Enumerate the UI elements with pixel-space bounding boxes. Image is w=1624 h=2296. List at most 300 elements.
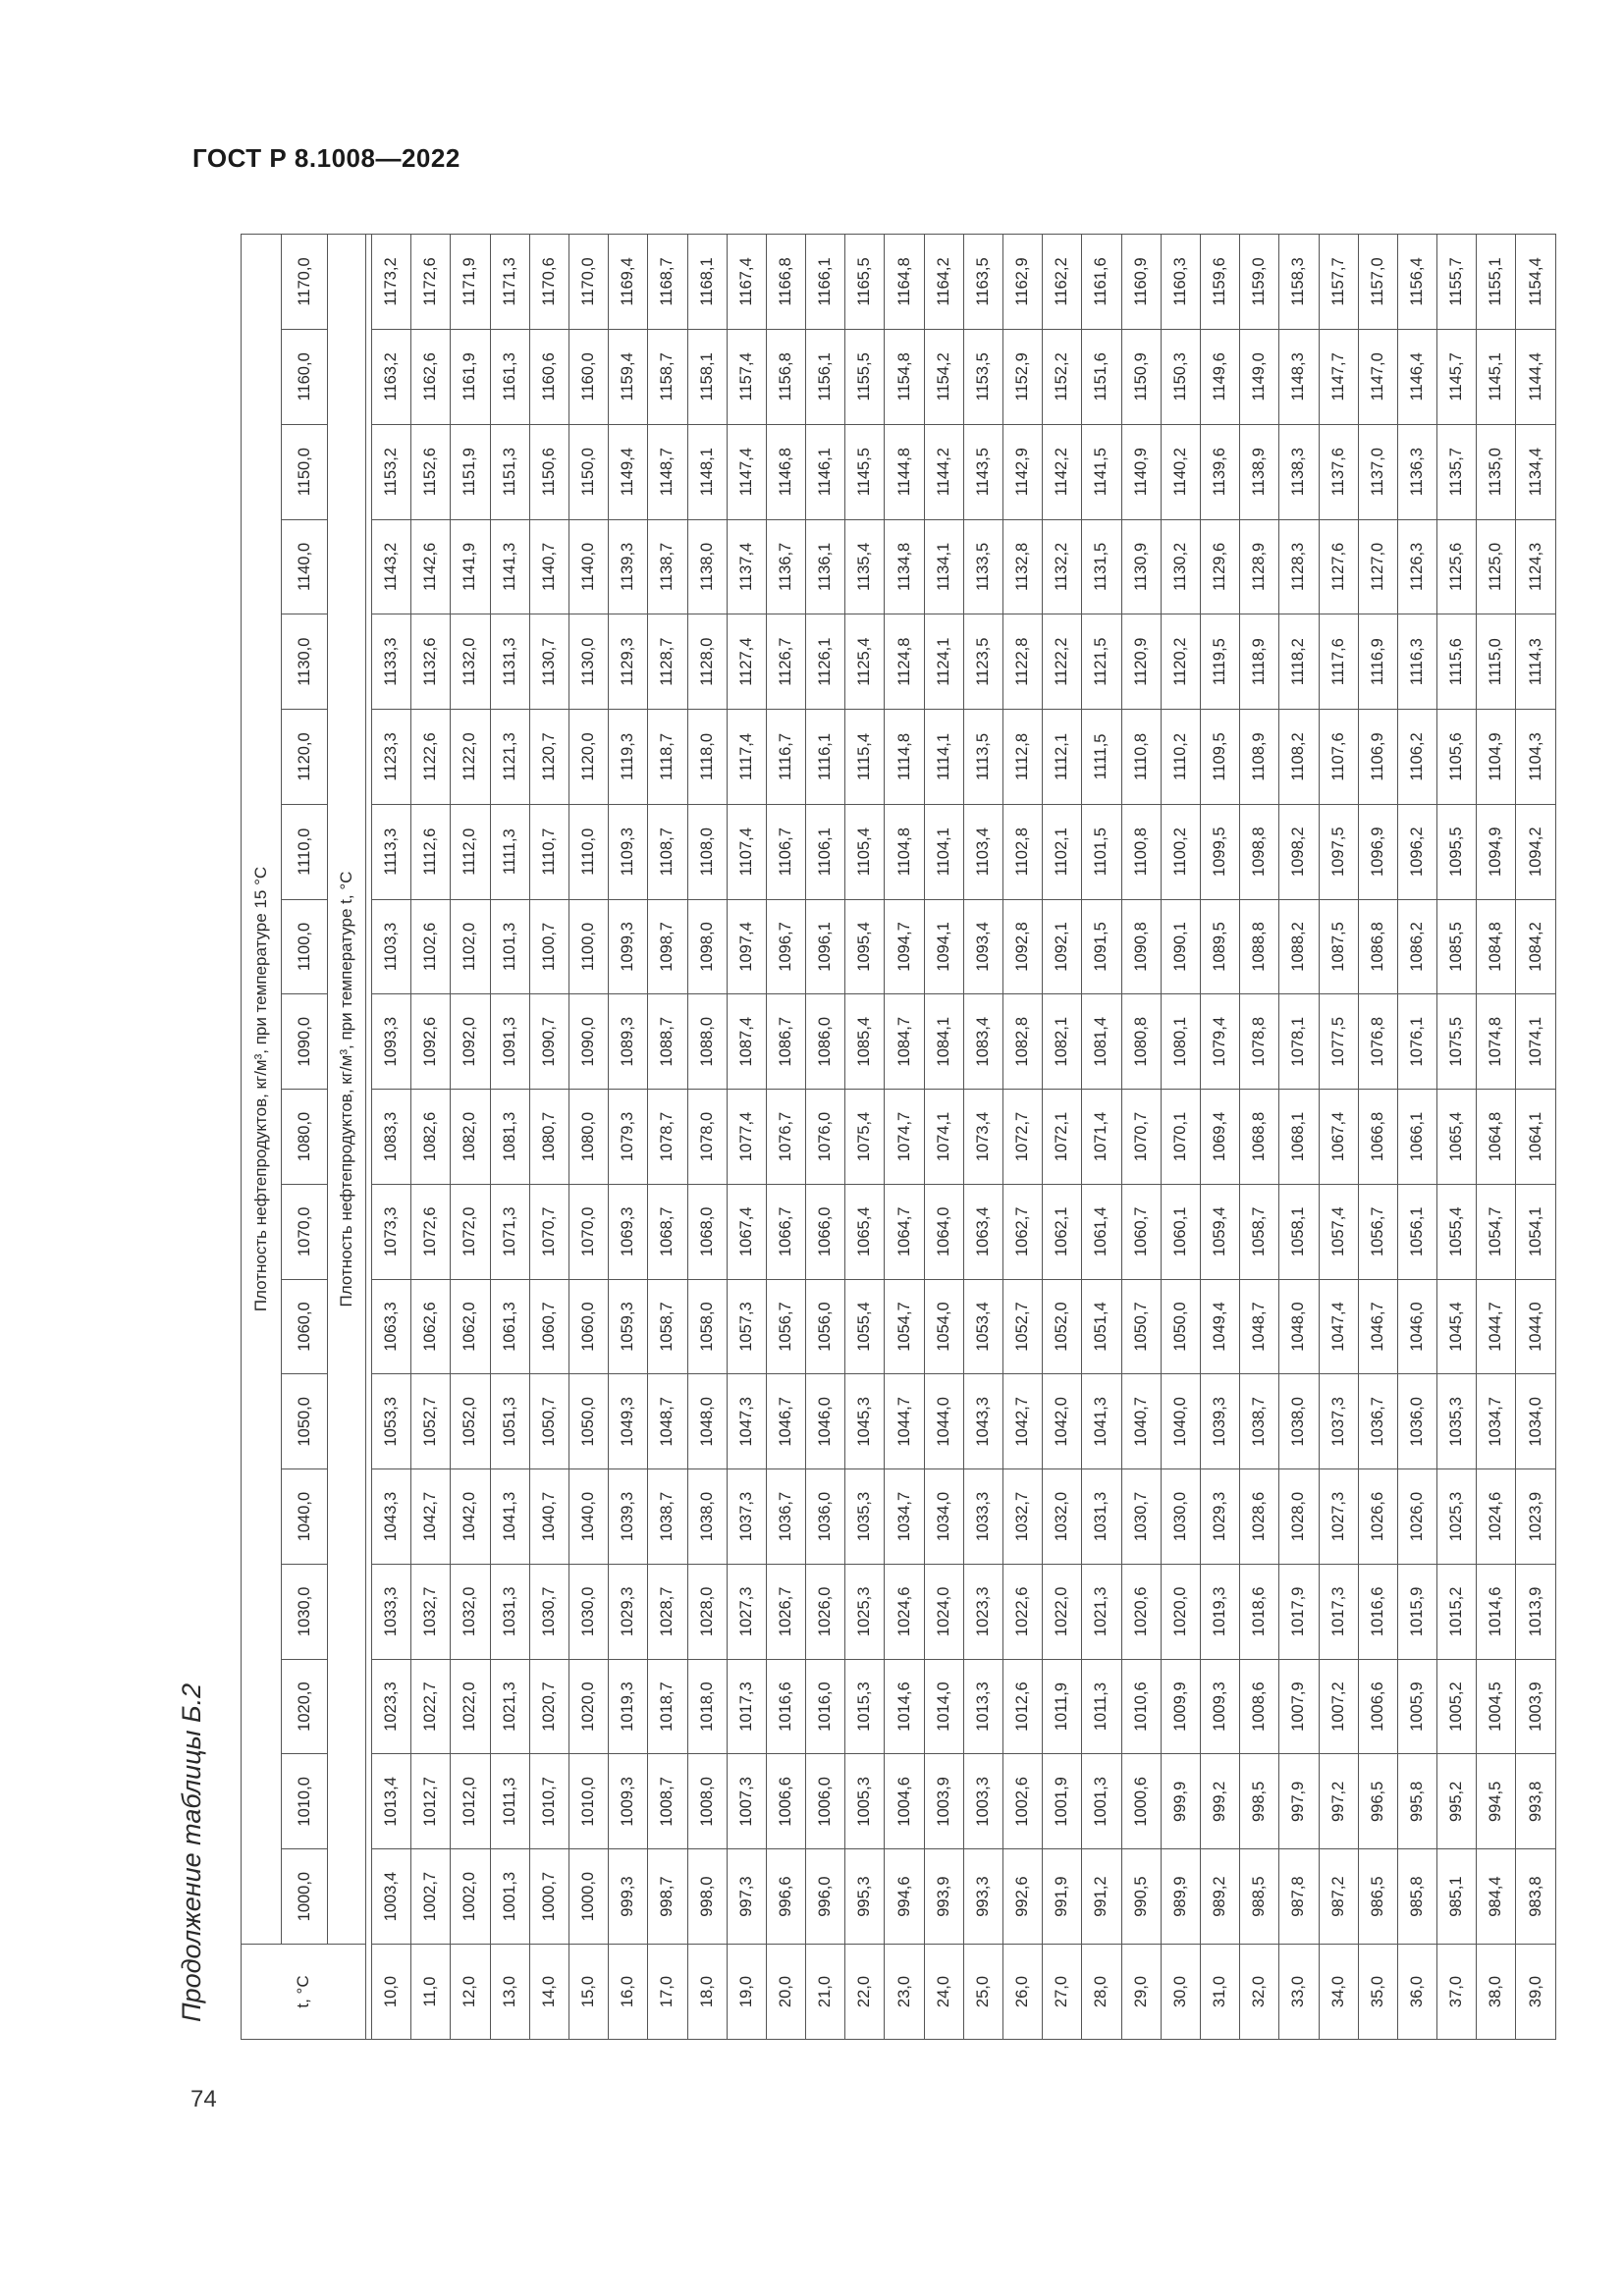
density-cell: 1029,3: [609, 1564, 648, 1659]
density-cell: 997,3: [727, 1849, 766, 1945]
density-cell: 1165,5: [845, 235, 885, 330]
density-cell: 1148,3: [1279, 329, 1319, 424]
column-header: 1110,0: [282, 804, 328, 899]
page-number: 74: [190, 2086, 217, 2112]
density-cell: 1009,3: [609, 1754, 648, 1849]
density-cell: 1046,7: [1358, 1279, 1397, 1374]
density-cell: 1094,1: [924, 899, 963, 994]
density-cell: 1148,1: [687, 424, 727, 519]
density-cell: 1037,3: [1319, 1374, 1358, 1469]
density-cell: 1050,7: [529, 1374, 568, 1469]
column-header: 1140,0: [282, 519, 328, 614]
density-cell: 1128,3: [1279, 519, 1319, 614]
density-cell: 1133,5: [963, 519, 1002, 614]
density-cell: 1164,8: [885, 235, 924, 330]
density-cell: 1067,4: [727, 1184, 766, 1279]
density-cell: 1064,8: [1477, 1090, 1516, 1185]
density-cell: 1160,6: [529, 329, 568, 424]
density-cell: 1110,7: [529, 804, 568, 899]
density-cell: 1048,0: [1279, 1279, 1319, 1374]
temperature-cell: 27,0: [1043, 1945, 1082, 2040]
density-cell: 998,5: [1240, 1754, 1279, 1849]
density-cell: 1064,7: [885, 1184, 924, 1279]
density-cell: 1139,6: [1200, 424, 1239, 519]
column-header: 1160,0: [282, 329, 328, 424]
density-cell: 1028,0: [1279, 1469, 1319, 1565]
density-cell: 1027,3: [1319, 1469, 1358, 1565]
density-cell: 1135,4: [845, 519, 885, 614]
table-row: [727, 235, 766, 2040]
density-cell: 1173,2: [372, 235, 411, 330]
density-cell: 1071,3: [490, 1184, 529, 1279]
density-cell: 1023,9: [1516, 1469, 1555, 1565]
density-cell: 1048,0: [687, 1374, 727, 1469]
density-cell: 1123,5: [963, 614, 1002, 710]
density-cell: 1025,3: [845, 1564, 885, 1659]
column-header: 1070,0: [282, 1184, 328, 1279]
density-cell: 1028,6: [1240, 1469, 1279, 1565]
density-cell: 1134,8: [885, 519, 924, 614]
density-cell: 1049,4: [1200, 1279, 1239, 1374]
density-cell: 1117,4: [727, 710, 766, 805]
density-cell: 1062,1: [1043, 1184, 1082, 1279]
density-cell: 1016,6: [1358, 1564, 1397, 1659]
density-cell: 985,8: [1397, 1849, 1436, 1945]
density-cell: 1140,9: [1121, 424, 1161, 519]
density-cell: 1144,2: [924, 424, 963, 519]
density-table: [241, 234, 1556, 2040]
density-cell: 1168,1: [687, 235, 727, 330]
density-cell: 1141,3: [490, 519, 529, 614]
density-cell: 1074,1: [1516, 994, 1555, 1090]
density-cell: 1030,7: [529, 1564, 568, 1659]
density-cell: 1125,4: [845, 614, 885, 710]
density-cell: 1113,3: [372, 804, 411, 899]
density-cell: 996,5: [1358, 1754, 1397, 1849]
density-cell: 1116,9: [1358, 614, 1397, 710]
density-cell: 1066,1: [1397, 1090, 1436, 1185]
density-cell: 1170,0: [568, 235, 608, 330]
density-cell: 1011,9: [1043, 1659, 1082, 1754]
density-cell: 1092,8: [1003, 899, 1043, 994]
density-cell: 1155,5: [845, 329, 885, 424]
density-cell: 1099,3: [609, 899, 648, 994]
density-cell: 1042,0: [451, 1469, 490, 1565]
density-cell: 1136,1: [806, 519, 845, 614]
document-header: ГОСТ Р 8.1008—2022: [192, 143, 460, 173]
density-cell: 1088,8: [1240, 899, 1279, 994]
density-cell: 1146,8: [766, 424, 805, 519]
density-cell: 1090,1: [1161, 899, 1200, 994]
density-cell: 1010,7: [529, 1754, 568, 1849]
density-cell: 1060,7: [1121, 1184, 1161, 1279]
density-cell: 1093,3: [372, 994, 411, 1090]
density-cell: 1085,4: [845, 994, 885, 1090]
density-cell: 1110,0: [568, 804, 608, 899]
density-cell: 1034,7: [885, 1469, 924, 1565]
column-header: 1020,0: [282, 1659, 328, 1754]
density-cell: 1090,8: [1121, 899, 1161, 994]
density-cell: 1045,3: [845, 1374, 885, 1469]
density-cell: 1130,2: [1161, 519, 1200, 614]
density-cell: 987,8: [1279, 1849, 1319, 1945]
density-cell: 994,6: [885, 1849, 924, 1945]
density-cell: 1026,6: [1358, 1469, 1397, 1565]
density-cell: 1092,0: [451, 994, 490, 1090]
density-cell: 1102,8: [1003, 804, 1043, 899]
density-cell: 1110,8: [1121, 710, 1161, 805]
density-cell: 1130,0: [568, 614, 608, 710]
density-cell: 1140,7: [529, 519, 568, 614]
density-cell: 1054,7: [885, 1279, 924, 1374]
density-cell: 1147,7: [1319, 329, 1358, 424]
density-cell: 1054,0: [924, 1279, 963, 1374]
density-cell: 1017,3: [1319, 1564, 1358, 1659]
density-cell: 1103,3: [372, 899, 411, 994]
density-cell: 1100,2: [1161, 804, 1200, 899]
density-cell: 1122,0: [451, 710, 490, 805]
density-cell: 998,0: [687, 1849, 727, 1945]
density-cell: 1018,7: [648, 1659, 687, 1754]
column-header: 1150,0: [282, 424, 328, 519]
density-cell: 1022,0: [1043, 1564, 1082, 1659]
density-cell: 1144,8: [885, 424, 924, 519]
density-cell: 1051,4: [1082, 1279, 1121, 1374]
density-cell: 1035,3: [1437, 1374, 1477, 1469]
temperature-cell: 31,0: [1200, 1945, 1239, 2040]
density-cell: 1119,3: [609, 710, 648, 805]
density-cell: 1164,2: [924, 235, 963, 330]
density-cell: 1052,0: [451, 1374, 490, 1469]
density-cell: 1002,0: [451, 1849, 490, 1945]
temperature-cell: 23,0: [885, 1945, 924, 2040]
temperature-cell: 12,0: [451, 1945, 490, 2040]
density-cell: 1020,0: [568, 1659, 608, 1754]
density-cell: 1036,0: [806, 1469, 845, 1565]
density-cell: 1017,9: [1279, 1564, 1319, 1659]
density-cell: 1120,9: [1121, 614, 1161, 710]
density-cell: 1102,1: [1043, 804, 1082, 899]
density-cell: 1104,3: [1516, 710, 1555, 805]
density-cell: 1012,6: [1003, 1659, 1043, 1754]
density-cell: 1152,9: [1003, 329, 1043, 424]
density-cell: 1087,5: [1319, 899, 1358, 994]
density-cell: 993,3: [963, 1849, 1002, 1945]
density-cell: 1072,7: [1003, 1090, 1043, 1185]
density-cell: 1068,8: [1240, 1090, 1279, 1185]
density-cell: 1067,4: [1319, 1090, 1358, 1185]
density-cell: 1143,5: [963, 424, 1002, 519]
density-cell: 1038,7: [648, 1469, 687, 1565]
density-cell: 1157,0: [1358, 235, 1397, 330]
density-cell: 1124,1: [924, 614, 963, 710]
density-cell: 1130,9: [1121, 519, 1161, 614]
density-cell: 1115,0: [1477, 614, 1516, 710]
density-cell: 1115,6: [1437, 614, 1477, 710]
density-cell: 1028,0: [687, 1564, 727, 1659]
temperature-cell: 38,0: [1477, 1945, 1516, 2040]
density-cell: 1161,9: [451, 329, 490, 424]
density-cell: 1158,3: [1279, 235, 1319, 330]
column-header: 1080,0: [282, 1090, 328, 1185]
table-row: [529, 235, 568, 2040]
density-cell: 1082,0: [451, 1090, 490, 1185]
density-cell: 1150,6: [529, 424, 568, 519]
density-cell: 1086,2: [1397, 899, 1436, 994]
density-cell: 993,8: [1516, 1754, 1555, 1849]
density-cell: 1084,7: [885, 994, 924, 1090]
density-cell: 1111,5: [1082, 710, 1121, 805]
density-cell: 1102,6: [411, 899, 451, 994]
density-cell: 995,8: [1397, 1754, 1436, 1849]
density-cell: 1013,9: [1516, 1564, 1555, 1659]
density-cell: 1149,6: [1200, 329, 1239, 424]
density-cell: 1107,4: [727, 804, 766, 899]
density-cell: 1113,5: [963, 710, 1002, 805]
density-cell: 1022,0: [451, 1659, 490, 1754]
density-cell: 1104,9: [1477, 710, 1516, 805]
density-cell: 1026,7: [766, 1564, 805, 1659]
density-cell: 1076,1: [1397, 994, 1436, 1090]
density-cell: 1104,1: [924, 804, 963, 899]
density-cell: 1157,4: [727, 329, 766, 424]
density-cell: 1097,4: [727, 899, 766, 994]
density-cell: 1012,0: [451, 1754, 490, 1849]
density-cell: 1072,6: [411, 1184, 451, 1279]
density-cell: 1054,7: [1477, 1184, 1516, 1279]
table-row: [963, 235, 1002, 2040]
density-cell: 1042,7: [1003, 1374, 1043, 1469]
density-cell: 1123,3: [372, 710, 411, 805]
density-cell: 1006,6: [1358, 1659, 1397, 1754]
density-cell: 1033,3: [372, 1564, 411, 1659]
density-cell: 1036,0: [1397, 1374, 1436, 1469]
density-cell: 1055,4: [1437, 1184, 1477, 1279]
density-cell: 1146,1: [806, 424, 845, 519]
temperature-cell: 11,0: [411, 1945, 451, 2040]
density-cell: 1138,9: [1240, 424, 1279, 519]
density-cell: 1125,0: [1477, 519, 1516, 614]
density-cell: 1066,0: [806, 1184, 845, 1279]
density-cell: 1098,7: [648, 899, 687, 994]
density-cell: 1077,5: [1319, 994, 1358, 1090]
table-row: [1477, 235, 1516, 2040]
column-header: 1060,0: [282, 1279, 328, 1374]
density-cell: 1120,2: [1161, 614, 1200, 710]
density-cell: 1087,4: [727, 994, 766, 1090]
density-cell: 1158,1: [687, 329, 727, 424]
table-body: [366, 235, 1556, 2040]
density-cell: 1023,3: [963, 1564, 1002, 1659]
density-cell: 995,3: [845, 1849, 885, 1945]
density-cell: 1106,1: [806, 804, 845, 899]
density-cell: 1078,7: [648, 1090, 687, 1185]
density-cell: 993,9: [924, 1849, 963, 1945]
density-cell: 1058,1: [1279, 1184, 1319, 1279]
density-cell: 1001,3: [490, 1849, 529, 1945]
table-row: [490, 235, 529, 2040]
density-cell: 1111,3: [490, 804, 529, 899]
density-cell: 1108,7: [648, 804, 687, 899]
density-cell: 1117,6: [1319, 614, 1358, 710]
density-cell: 1070,7: [1121, 1090, 1161, 1185]
temperature-cell: 34,0: [1319, 1945, 1358, 2040]
density-cell: 1077,4: [727, 1090, 766, 1185]
density-cell: 1130,7: [529, 614, 568, 710]
density-cell: 1137,6: [1319, 424, 1358, 519]
density-cell: 996,0: [806, 1849, 845, 1945]
density-cell: 1105,6: [1437, 710, 1477, 805]
temperature-cell: 25,0: [963, 1945, 1002, 2040]
density-cell: 1003,3: [963, 1754, 1002, 1849]
density-cell: 1073,4: [963, 1090, 1002, 1185]
density-cell: 1116,1: [806, 710, 845, 805]
temperature-cell: 18,0: [687, 1945, 727, 2040]
density-cell: 1085,5: [1437, 899, 1477, 994]
density-cell: 1122,2: [1043, 614, 1082, 710]
density-cell: 1099,5: [1200, 804, 1239, 899]
density-cell: 1083,4: [963, 994, 1002, 1090]
density-cell: 1003,9: [1516, 1659, 1555, 1754]
density-cell: 1044,0: [924, 1374, 963, 1469]
density-cell: 1150,0: [568, 424, 608, 519]
density-cell: 1090,7: [529, 994, 568, 1090]
density-cell: 1004,6: [885, 1754, 924, 1849]
density-cell: 1094,9: [1477, 804, 1516, 899]
density-cell: 1084,1: [924, 994, 963, 1090]
density-cell: 1008,0: [687, 1754, 727, 1849]
density-cell: 1021,3: [490, 1659, 529, 1754]
density-cell: 1014,0: [924, 1659, 963, 1754]
temperature-cell: 37,0: [1437, 1945, 1477, 2040]
density-cell: 1149,4: [609, 424, 648, 519]
density-cell: 1166,8: [766, 235, 805, 330]
density-cell: 1131,3: [490, 614, 529, 710]
density-cell: 1083,3: [372, 1090, 411, 1185]
density-cell: 1075,5: [1437, 994, 1477, 1090]
density-cell: 1068,1: [1279, 1090, 1319, 1185]
density-cell: 1057,4: [1319, 1184, 1358, 1279]
table-row: [885, 235, 924, 2040]
density-cell: 1094,7: [885, 899, 924, 994]
density-cell: 1112,0: [451, 804, 490, 899]
density-cell: 1000,6: [1121, 1754, 1161, 1849]
density-cell: 1010,0: [568, 1754, 608, 1849]
density-cell: 1109,3: [609, 804, 648, 899]
density-cell: 1159,0: [1240, 235, 1279, 330]
density-cell: 1000,7: [529, 1849, 568, 1945]
density-cell: 1162,9: [1003, 235, 1043, 330]
column-header: 1120,0: [282, 710, 328, 805]
density-cell: 1080,1: [1161, 994, 1200, 1090]
density-cell: 1005,9: [1397, 1659, 1436, 1754]
density-cell: 1116,3: [1397, 614, 1436, 710]
density-cell: 1096,2: [1397, 804, 1436, 899]
density-cell: 1057,3: [727, 1279, 766, 1374]
density-cell: 1142,6: [411, 519, 451, 614]
density-cell: 1128,0: [687, 614, 727, 710]
density-cell: 1126,1: [806, 614, 845, 710]
density-cell: 1073,3: [372, 1184, 411, 1279]
density-cell: 1008,7: [648, 1754, 687, 1849]
density-cell: 1062,7: [1003, 1184, 1043, 1279]
density-cell: 1059,3: [609, 1279, 648, 1374]
table-row: [1397, 235, 1436, 2040]
density-cell: 1018,0: [687, 1659, 727, 1754]
density-cell: 1086,7: [766, 994, 805, 1090]
density-cell: 1023,3: [372, 1659, 411, 1754]
density-cell: 1098,2: [1279, 804, 1319, 899]
table-row: [372, 235, 411, 2040]
density-cell: 1139,3: [609, 519, 648, 614]
density-cell: 1009,3: [1200, 1659, 1239, 1754]
density-cell: 1154,4: [1516, 235, 1555, 330]
density-cell: 1041,3: [490, 1469, 529, 1565]
density-cell: 1124,3: [1516, 519, 1555, 614]
density-cell: 1074,8: [1477, 994, 1516, 1090]
density-cell: 1089,3: [609, 994, 648, 1090]
density-cell: 1042,0: [1043, 1374, 1082, 1469]
table-row: [568, 235, 608, 2040]
density-cell: 1000,0: [568, 1849, 608, 1945]
density-cell: 1126,3: [1397, 519, 1436, 614]
density-cell: 1147,0: [1358, 329, 1397, 424]
temperature-cell: 30,0: [1161, 1945, 1200, 2040]
density-cell: 1055,4: [845, 1279, 885, 1374]
temperature-cell: 14,0: [529, 1945, 568, 2040]
table-row: [1279, 235, 1319, 2040]
density-cell: 1078,1: [1279, 994, 1319, 1090]
density-cell: 985,1: [1437, 1849, 1477, 1945]
density-cell: 1048,7: [1240, 1279, 1279, 1374]
density-cell: 1115,4: [845, 710, 885, 805]
density-cell: 1016,0: [806, 1659, 845, 1754]
column-header: 1040,0: [282, 1469, 328, 1565]
density-cell: 1161,6: [1082, 235, 1121, 330]
density-cell: 989,2: [1200, 1849, 1239, 1945]
temperature-cell: 20,0: [766, 1945, 805, 2040]
density-cell: 1068,7: [648, 1184, 687, 1279]
density-cell: 1047,3: [727, 1374, 766, 1469]
density-cell: 1019,3: [1200, 1564, 1239, 1659]
density-cell: 1145,1: [1477, 329, 1516, 424]
density-cell: 1007,3: [727, 1754, 766, 1849]
density-cell: 997,2: [1319, 1754, 1358, 1849]
density-cell: 1082,6: [411, 1090, 451, 1185]
density-cell: 1152,6: [411, 424, 451, 519]
density-cell: 1040,0: [1161, 1374, 1200, 1469]
density-cell: 1105,4: [845, 804, 885, 899]
density-cell: 1031,3: [1082, 1469, 1121, 1565]
density-cell: 1011,3: [490, 1754, 529, 1849]
density-cell: 1003,4: [372, 1849, 411, 1945]
density-cell: 1052,7: [411, 1374, 451, 1469]
density-cell: 1079,4: [1200, 994, 1239, 1090]
density-cell: 1118,9: [1240, 614, 1279, 710]
table-row: [924, 235, 963, 2040]
density-cell: 1031,3: [490, 1564, 529, 1659]
density-cell: 1044,7: [885, 1374, 924, 1469]
group-header-15c: Плотность нефтепродуктов, кг/м³, при температуре 15 °С: [242, 235, 282, 1945]
density-cell: 1025,3: [1437, 1469, 1477, 1565]
density-cell: 1088,7: [648, 994, 687, 1090]
density-cell: 1150,9: [1121, 329, 1161, 424]
density-cell: 1138,3: [1279, 424, 1319, 519]
density-cell: 1006,6: [766, 1754, 805, 1849]
density-cell: 1065,4: [1437, 1090, 1477, 1185]
density-cell: 1122,6: [411, 710, 451, 805]
density-cell: 1142,2: [1043, 424, 1082, 519]
